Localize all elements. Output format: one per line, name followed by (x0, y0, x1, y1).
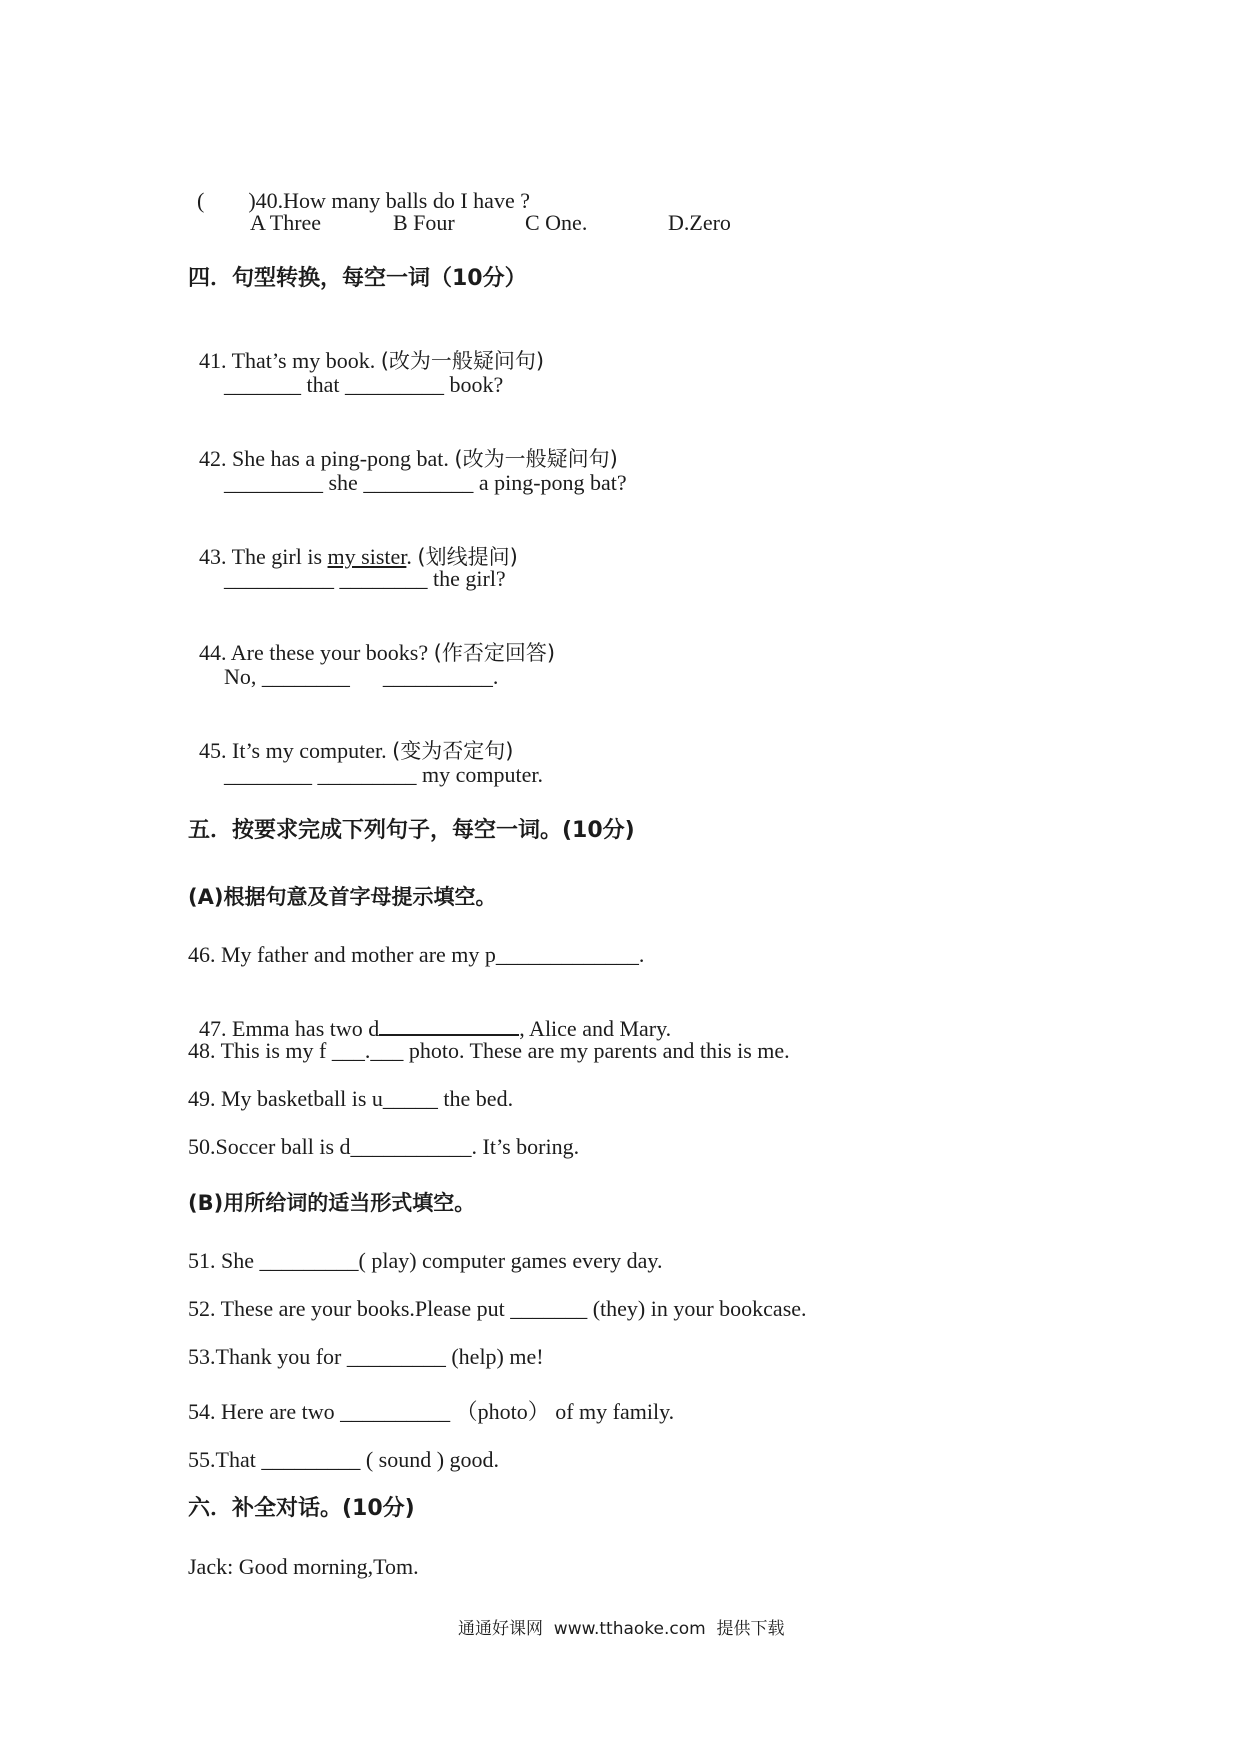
section6-heading: 六．补全对话。(10分) (188, 1496, 415, 1521)
q53-line: 53.Thank you for _________ (help) me! (188, 1344, 544, 1369)
q41-hint: (改为一般疑问句) (380, 349, 545, 373)
q45-text: 45. It’s my computer. (199, 738, 393, 763)
q54-line: 54. Here are two __________ （photo） of my family. (188, 1399, 675, 1424)
q40-option-a: A Three (250, 210, 322, 235)
q52-line: 52. These are your books.Please put _______ (they) in your bookcase. (188, 1296, 807, 1321)
q40-option-b: B Four (393, 210, 455, 235)
dialogue-line-1: Jack: Good morning,Tom. (188, 1554, 419, 1579)
q40-line (186, 162, 530, 214)
q44-answer: No, ________ __________. (224, 664, 499, 689)
q47-line (188, 990, 671, 1042)
q41-text: 41. That’s my book. (199, 348, 381, 373)
page-footer: 通通好课网 www.tthaoke.com 提供下载 (458, 1619, 785, 1639)
q51-line: 51. She _________( play) computer games every day. (188, 1248, 663, 1273)
q47-text-end: , Alice and Mary. (519, 1016, 672, 1041)
q50-line: 50.Soccer ball is d___________. It’s boring. (188, 1134, 580, 1159)
q43-answer: __________ ________ the girl? (224, 566, 506, 591)
q42-hint: (改为一般疑问句) (454, 447, 618, 471)
q46-line: 46. My father and mother are my p_____________. (188, 942, 645, 967)
q41-answer: _______ that _________ book? (224, 372, 504, 397)
q45-question (188, 712, 513, 764)
q44-text: 44. Are these your books? (199, 640, 434, 665)
q49-line: 49. My basketball is u_____ the bed. (188, 1086, 514, 1111)
section5-heading: 五．按要求完成下列句子，每空一词。(10分) (188, 818, 635, 843)
q45-hint: (变为否定句) (392, 739, 514, 763)
q42-answer: _________ she __________ a ping-pong bat? (224, 470, 627, 495)
q43-period: . (406, 544, 418, 569)
q44-question (188, 614, 555, 666)
q42-question (188, 420, 618, 472)
answer-paren: ( ) (197, 188, 256, 213)
section5b-heading: (B)用所给词的适当形式填空。 (188, 1191, 476, 1215)
q43-question (188, 518, 518, 570)
q45-answer: ________ _________ my computer. (224, 762, 543, 787)
q55-line: 55.That _________ ( sound ) good. (188, 1447, 500, 1472)
q43-underlined: my sister (327, 544, 407, 569)
section5a-heading: (A)根据句意及首字母提示填空。 (188, 885, 497, 909)
q43-hint: (划线提问) (417, 545, 518, 569)
q40-option-d: D.Zero (668, 210, 731, 235)
q41-question (188, 322, 544, 374)
q42-text: 42. She has a ping-pong bat. (199, 446, 455, 471)
q44-hint: (作否定回答) (433, 641, 556, 665)
q47-text: 47. Emma has two d (199, 1016, 380, 1041)
section4-heading: 四．句型转换，每空一词（10分） (188, 266, 527, 291)
q43-text: 43. The girl is (199, 544, 328, 569)
q40-option-c: C One. (525, 210, 588, 235)
q40-text: 40.How many balls do I have ? (255, 188, 530, 213)
q47-blank (379, 1016, 519, 1036)
q48-line: 48. This is my f ___.___ photo. These are my parents and this is me. (188, 1038, 790, 1063)
